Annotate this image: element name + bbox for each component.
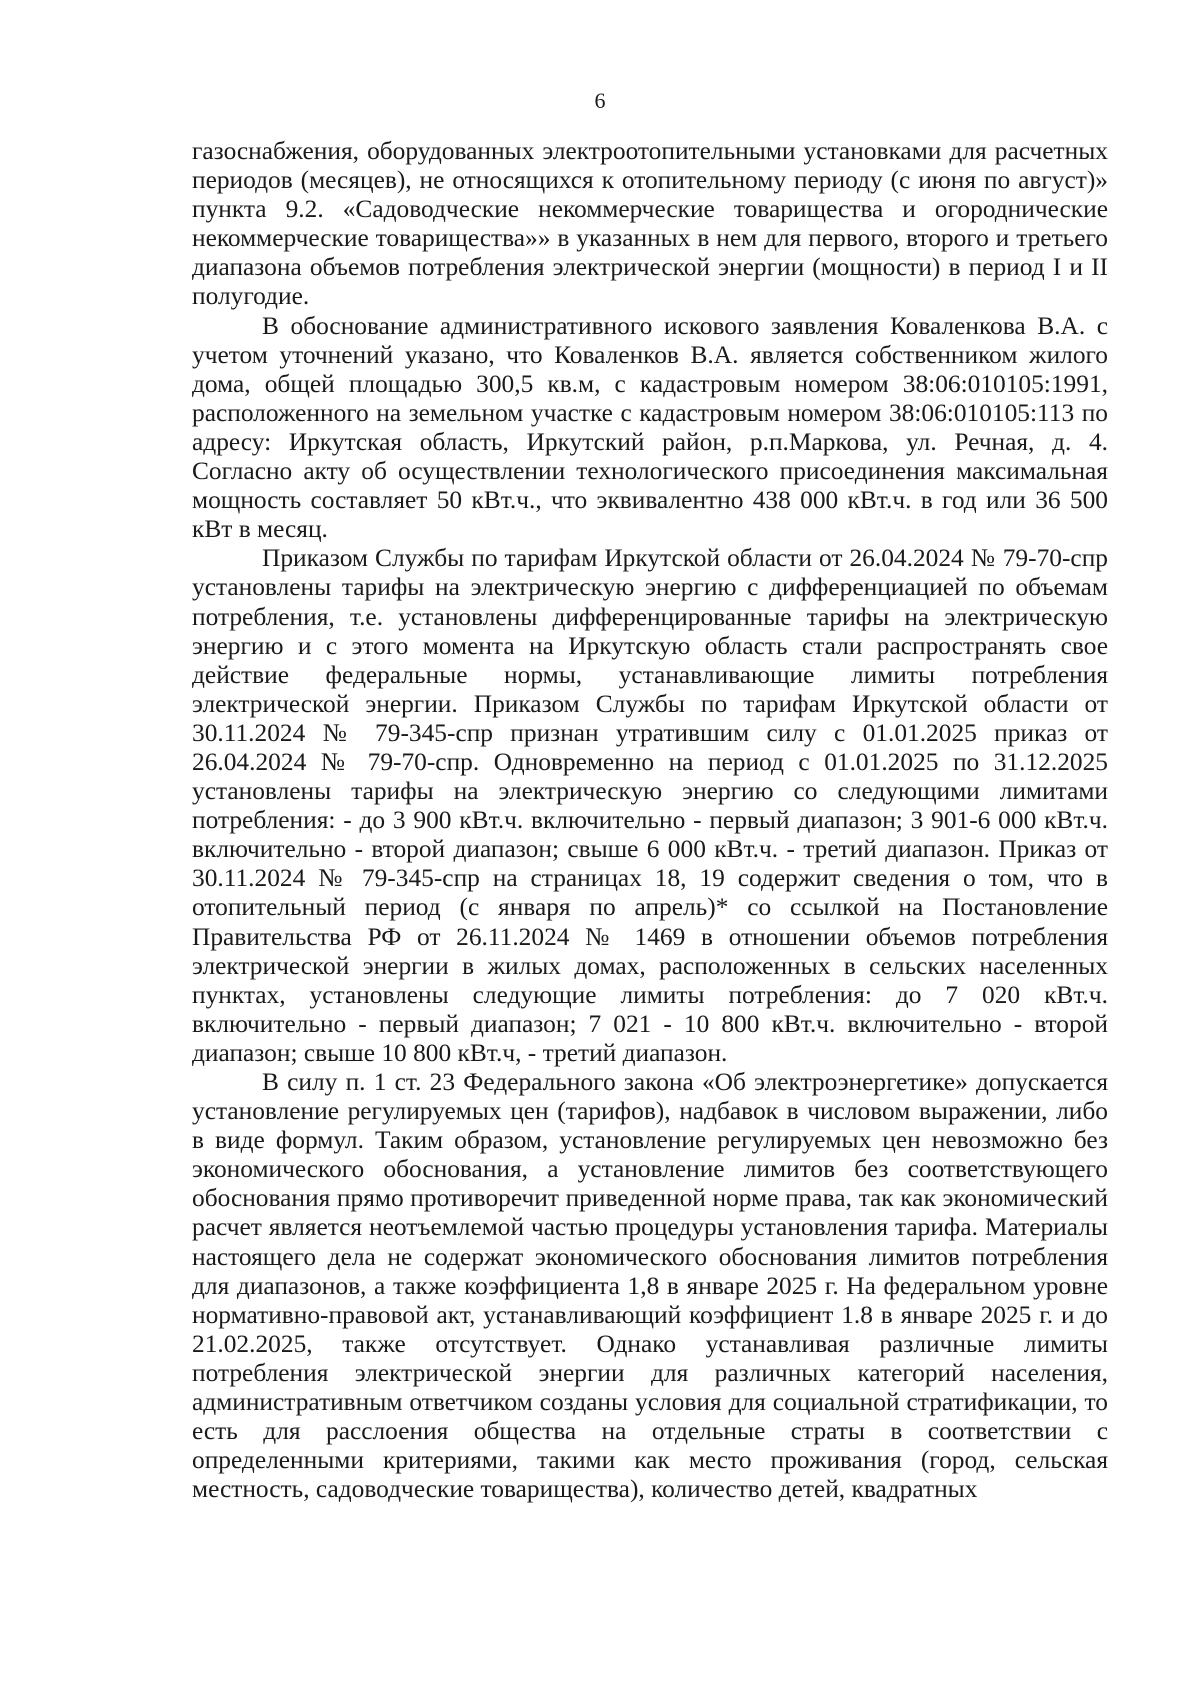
paragraph-2: В обоснование административного искового заявления Коваленкова В.А. с учетом уточнений указано, что Коваленков В.А. является собственником жилого дома, общей площадью 300,5 кв.м, с кадастровым номером 38:06:010105:1991, расположенного на земельном участке с кадастровым номером 38:06:010105:113 по адресу: Иркутская область, Иркутский район, р.п.Маркова, ул. Речная, д. 4. Согласно акту об осуществлении технологического присоединения максимальная мощность составляет 50 кВт.ч., что эквивалентно 438 000 кВт.ч. в год или 36 500 кВт в месяц. [192, 311, 1108, 544]
paragraph-1: газоснабжения, оборудованных электроотопительными установками для расчетных периодов (месяцев), не относящихся к отопительному периоду (с июня по август)» пункта 9.2. «Садоводческие некоммерческие товарищества и огороднические некоммерческие товарищества»» в указанных в нем для первого, второго и третьего диапазона объемов потребления электрической энергии (мощности) в период I и II полугодие. [192, 137, 1108, 311]
document-body [192, 137, 1108, 1504]
page-number: 6 [594, 88, 606, 113]
paragraph-3: Приказом Службы по тарифам Иркутской области от 26.04.2024 № 79-70-спр установлены тарифы на электрическую энергию с дифференциацией по объемам потребления, т.е. установлены дифференцированные тарифы на электрическую энергию и с этого момента на Иркутскую область стали распространять свое действие федеральные нормы, устанавливающие лимиты потребления электрической энергии. Приказом Службы по тарифам Иркутской области от 30.11.2024 № 79-345-спр признан утратившим силу с 01.01.2025 приказ от 26.04.2024 № 79-70-спр. Одновременно на период с 01.01.2025 по 31.12.2025 установлены тарифы на электрическую энергию со следующими лимитами потребления: - до 3 900 кВт.ч. включительно - первый диапазон; 3 901-6 000 кВт.ч. включительно - второй диапазон; свыше 6 000 кВт.ч. - третий диапазон. Приказ от 30.11.2024 № 79-345-спр на страницах 18, 19 содержит сведения о том, что в отопительный период (с января по апрель)* со ссылкой на Постановление Правительства РФ от 26.11.2024 № 1469 в отношении объемов потребления электрической энергии в жилых домах, расположенных в сельских населенных пунктах, установлены следующие лимиты потребления: до 7 020 кВт.ч. включительно - первый диапазон; 7 021 - 10 800 кВт.ч. включительно - второй диапазон; свыше 10 800 кВт.ч, - третий диапазон. [192, 544, 1108, 1067]
paragraph-4: В силу п. 1 ст. 23 Федерального закона «Об электроэнергетике» допускается установление регулируемых цен (тарифов), надбавок в числовом выражении, либо в виде формул. Таким образом, установление регулируемых цен невозможно без экономического обоснования, а установление лимитов без соответствующего обоснования прямо противоречит приведенной норме права, так как экономический расчет является неотъемлемой частью процедуры установления тарифа. Материалы настоящего дела не содержат экономического обоснования лимитов потребления для диапазонов, а также коэффициента 1,8 в январе 2025 г. На федеральном уровне нормативно-правовой акт, устанавливающий коэффициент 1.8 в январе 2025 г. и до 21.02.2025, также отсутствует. Однако устанавливая различные лимиты потребления электрической энергии для различных категорий населения, административным ответчиком созданы условия для социальной стратификации, то есть для расслоения общества на отдельные страты в соответствии с определенными критериями, такими как место проживания (город, сельская местность, садоводческие товарищества), количество детей, квадратных [192, 1068, 1108, 1504]
